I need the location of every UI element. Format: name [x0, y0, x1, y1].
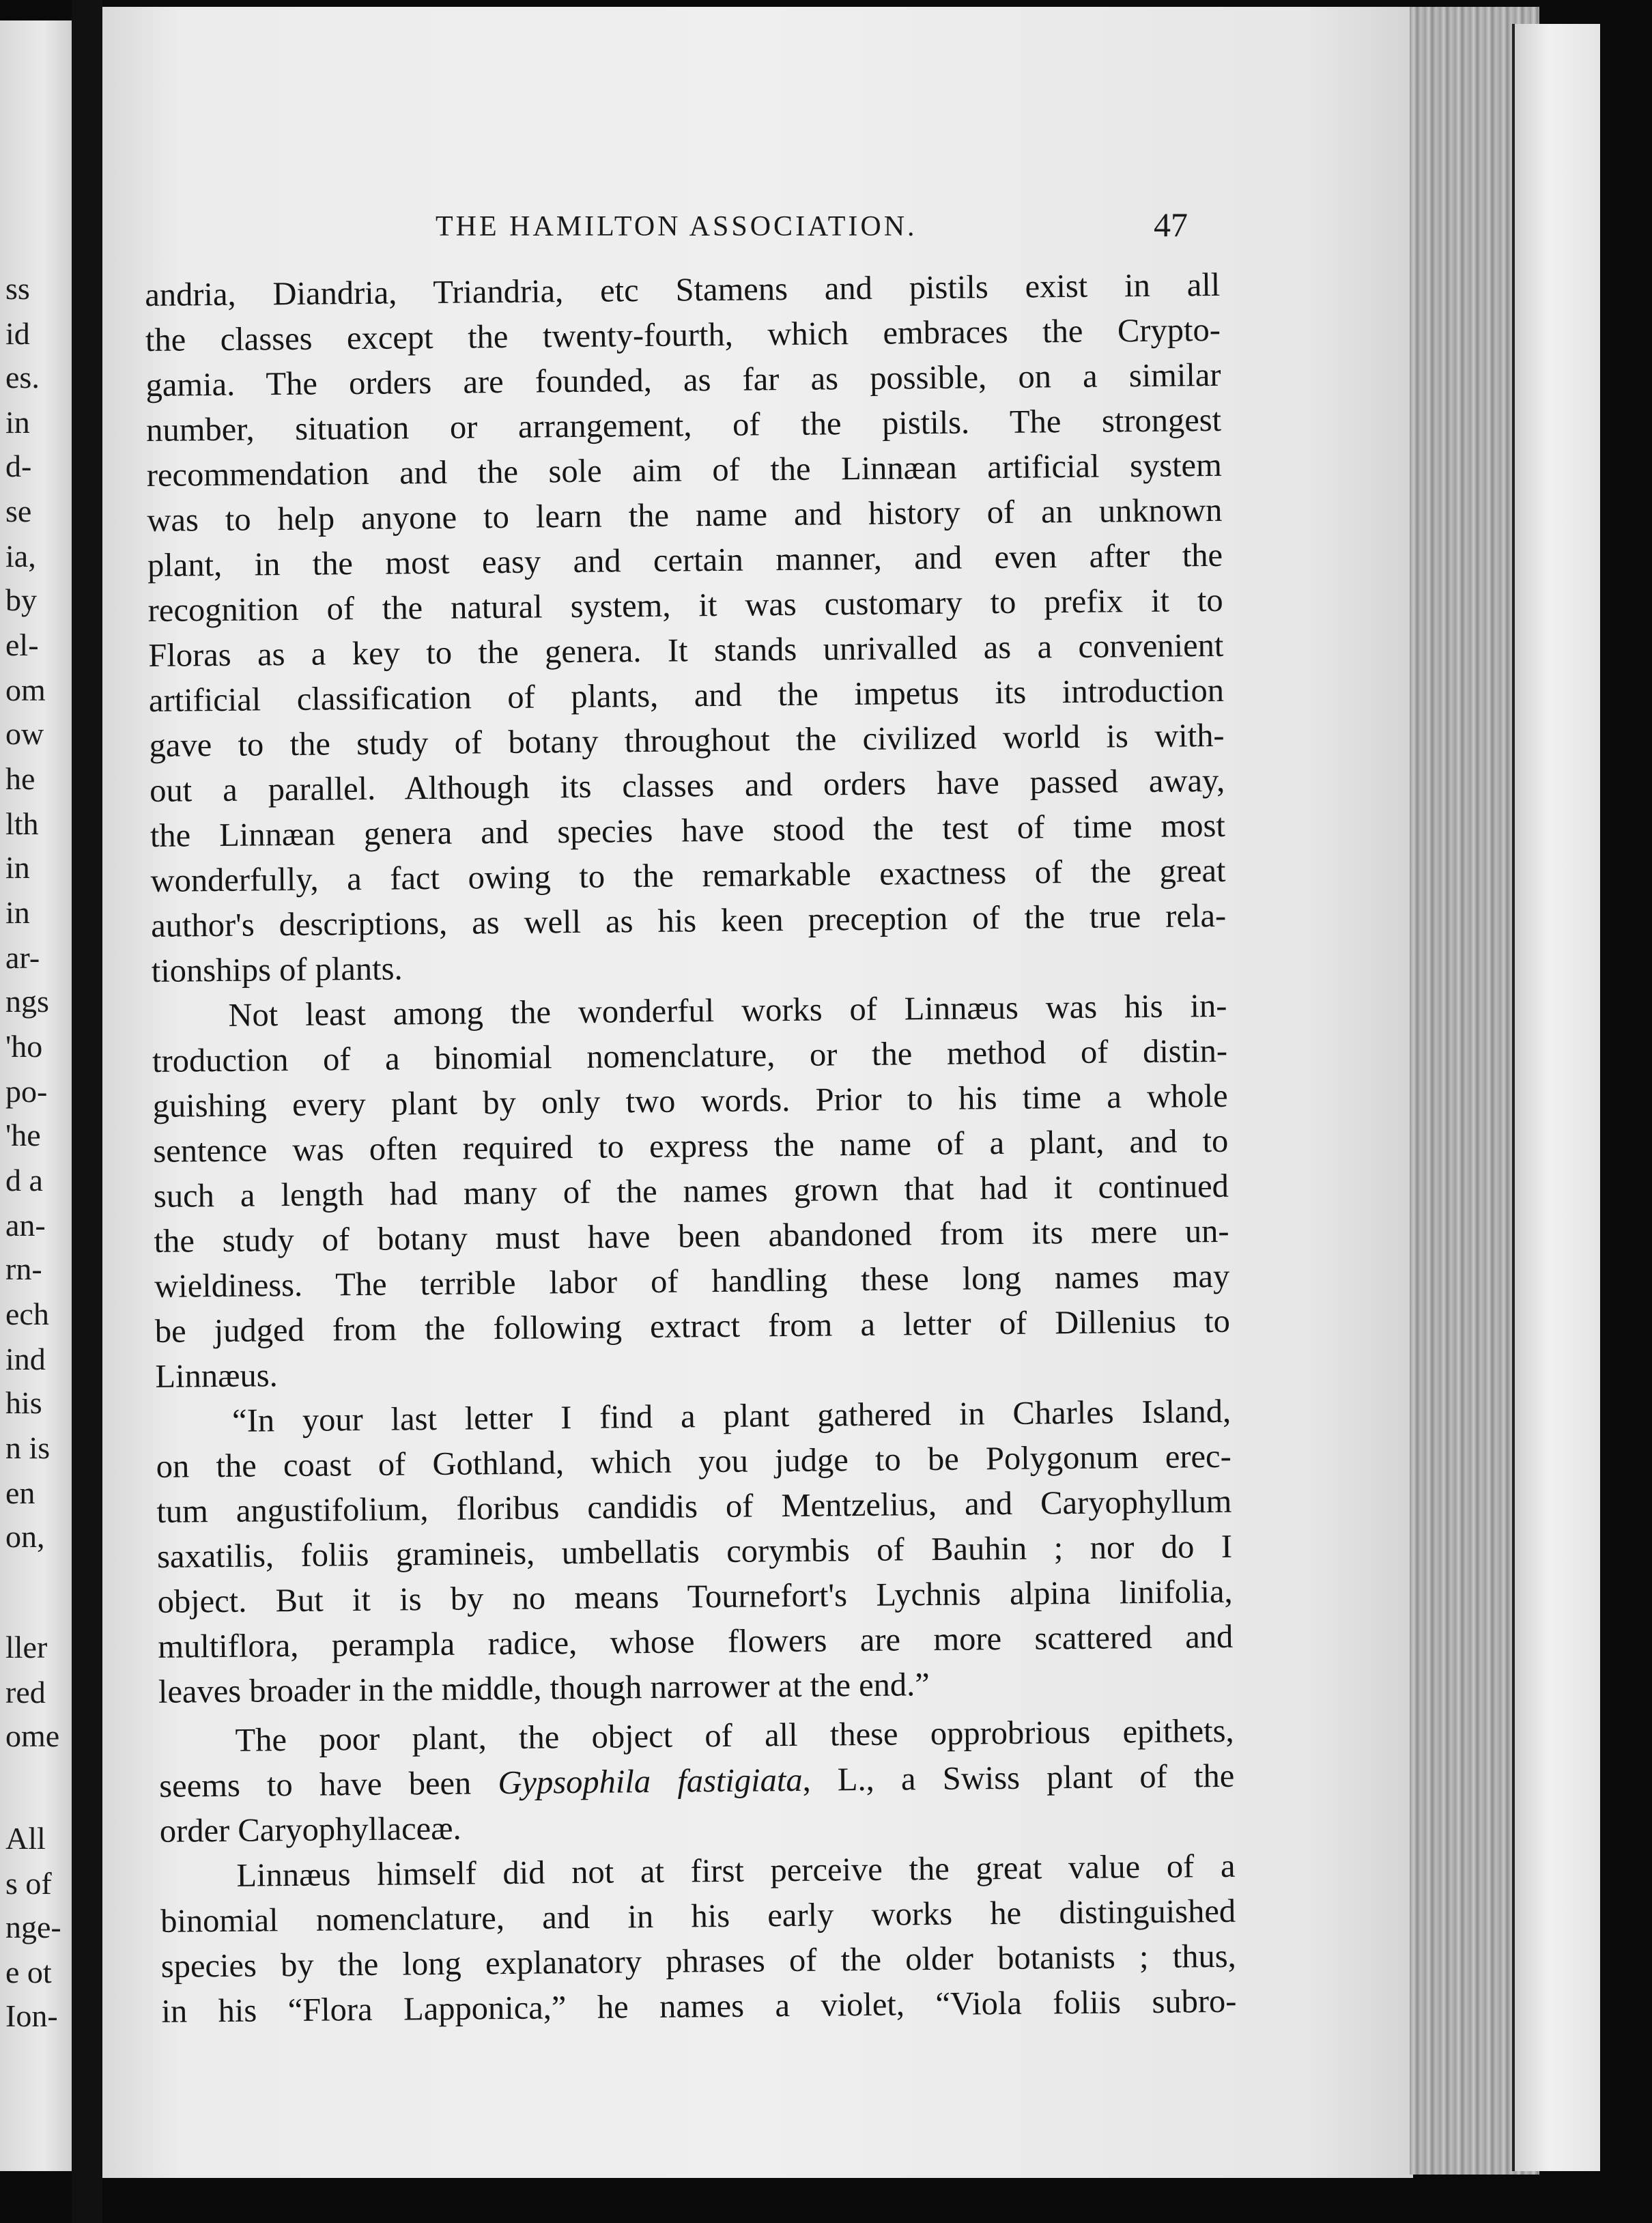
text-line: the study of botany must have been abandoned from its mere un-	[154, 1213, 1229, 1260]
text-line: troduction of a binomial nomenclature, or the method of distin-	[152, 1032, 1228, 1079]
paragraph-4	[158, 1709, 1235, 1854]
left-page-text-fragment: 'he	[5, 1118, 41, 1152]
text-line: tionships of plants.	[151, 950, 403, 989]
left-page-text-fragment: ia,	[5, 539, 36, 574]
text-line: the classes except the twenty-fourth, which embraces the Crypto-	[145, 311, 1221, 358]
paragraph-1	[145, 263, 1227, 994]
text-fragment: , L., a Swiss plant of the	[802, 1757, 1235, 1798]
left-page-text-fragment: e ot	[5, 1955, 52, 1990]
paragraph-2	[152, 984, 1231, 1400]
left-page-text-fragment: n is	[5, 1430, 51, 1465]
left-page-text-fragment: om	[5, 672, 46, 707]
left-page-text-fragment: el-	[5, 627, 39, 662]
left-page-text-fragment: his	[5, 1385, 42, 1420]
book-cover-edge	[1512, 24, 1600, 2171]
running-head: THE HAMILTON ASSOCIATION.	[436, 211, 917, 242]
left-page-text-fragment: ow	[5, 716, 44, 751]
text-line: number, situation or arrangement, of the pistils. The strongest	[145, 401, 1222, 449]
left-page-text-fragment: Ion-	[5, 1998, 58, 2033]
left-page-text-fragment: by	[5, 582, 37, 617]
left-page-text-fragment: red	[5, 1675, 46, 1710]
text-line: recommendation and the sole aim of the Linnæan artificial system	[146, 447, 1223, 494]
text-line: guishing every plant by only two words. Prior to his time a whole	[152, 1077, 1228, 1124]
text-line: Not least among the wonderful works of Linnæus was his in-	[228, 987, 1227, 1034]
text-line: leaves broader in the middle, though narrower at the end.”	[158, 1667, 930, 1710]
text-line: such a length had many of the names grown that had it continued	[153, 1167, 1229, 1215]
text-line: the Linnæan genera and species have stood the test of time most	[149, 807, 1226, 854]
text-line: binomial nomenclature, and in his early works he distinguished	[160, 1893, 1236, 1940]
text-line: saxatilis, foliis gramineis, umbellatis corymbis of Bauhin ; nor do I	[156, 1528, 1233, 1575]
text-line: order Caryophyllaceæ.	[159, 1810, 461, 1850]
left-page-text-fragment: s of	[5, 1866, 52, 1901]
left-page-text-fragment: se	[5, 494, 32, 528]
text-line: Floras as a key to the genera. It stands unrivalled as a convenient	[148, 627, 1224, 674]
paragraph-5	[160, 1844, 1236, 2035]
text-line: multiflora, perampla radice, whose flowers are more scattered and	[158, 1618, 1234, 1665]
left-page-text-fragment: ech	[5, 1297, 49, 1331]
book-gutter	[72, 0, 102, 2223]
left-page-text-fragment: d a	[5, 1163, 43, 1198]
left-page-text-fragment: en	[5, 1475, 35, 1510]
text-line: sentence was often required to express the name of a plant, and to	[153, 1122, 1229, 1170]
left-page-fragment	[0, 20, 72, 2171]
text-line: on the coast of Gothland, which you judge to be Polygonum erec-	[156, 1438, 1231, 1485]
left-page-text-fragment: in	[5, 895, 30, 930]
left-page-text-fragment: ller	[5, 1630, 48, 1665]
left-page-text-fragment: ngs	[5, 984, 49, 1019]
left-page-text-fragment: on,	[5, 1519, 45, 1554]
left-page-text-fragment: id	[5, 316, 30, 351]
text-line: plant, in the most easy and certain manner, and even after the	[147, 537, 1223, 584]
body-text	[145, 263, 1237, 2035]
text-line: out a parallel. Although its classes and orders have passed away,	[149, 762, 1225, 809]
left-page-text-fragment: he	[5, 761, 35, 796]
species-name: Gypsophila fastigiata	[498, 1761, 803, 1802]
text-line: was to help anyone to learn the name and history of an unknown	[147, 492, 1223, 539]
left-page-text-fragment: es.	[5, 360, 40, 395]
text-line: Linnæus himself did not at first perceive the great value of a	[236, 1847, 1236, 1894]
text-line: Linnæus.	[155, 1357, 278, 1395]
text-line: andria, Diandria, Triandria, etc Stamens and pistils exist in all	[145, 266, 1221, 313]
text-line: artificial classification of plants, and the impetus its introduction	[148, 672, 1225, 719]
left-page-text-fragment: po-	[5, 1074, 48, 1109]
left-page-text-fragment: in	[5, 405, 30, 440]
text-line: be judged from the following extract from a letter of Dillenius to	[154, 1303, 1231, 1350]
text-line: species by the long explanatory phrases of the older botanists ; thus,	[160, 1938, 1236, 1985]
left-page-text-fragment: an-	[5, 1208, 46, 1243]
left-page-text-fragment: ind	[5, 1342, 46, 1376]
text-line: in his “Flora Lapponica,” he names a violet, “Viola foliis subro-	[161, 1983, 1237, 2030]
quotation	[156, 1389, 1234, 1715]
text-fragment: seems to have been	[159, 1765, 498, 1804]
left-page-text-fragment: d-	[5, 449, 32, 483]
text-line: “In your last letter I find a plant gathered in Charles Island,	[231, 1393, 1231, 1439]
left-page-text-fragment: 'ho	[5, 1029, 43, 1064]
left-page-text-fragment: ss	[5, 271, 30, 306]
text-line: The poor plant, the object of all these opprobrious epithets,	[235, 1712, 1234, 1759]
left-page-text-fragment: in	[5, 850, 30, 885]
text-line: gave to the study of botany throughout the civilized world is with-	[149, 717, 1225, 764]
left-page-text-fragment: ome	[5, 1718, 60, 1753]
text-line: object. But it is by no means Tournefort's Lychnis alpina linifolia,	[157, 1573, 1233, 1620]
text-line: gamia. The orders are founded, as far as possible, on a similar	[145, 356, 1221, 403]
text-line: recognition of the natural system, it was customary to prefix it to	[147, 582, 1223, 629]
left-page-text-fragment: lth	[5, 806, 39, 841]
text-line: wonderfully, a fact owing to the remarkable exactness of the great	[150, 852, 1226, 899]
page-number: 47	[1154, 206, 1188, 244]
text-line: tum angustifolium, floribus candidis of Mentzelius, and Caryophyllum	[156, 1483, 1232, 1530]
text-line: wieldiness. The terrible labor of handling these long names may	[154, 1258, 1230, 1305]
left-page-text-fragment: ar-	[5, 940, 40, 975]
left-page-text-fragment: All	[5, 1821, 46, 1856]
left-page-text-fragment: rn-	[5, 1251, 42, 1286]
text-line: author's descriptions, as well as his keen preception of the true rela-	[150, 897, 1227, 944]
left-page-text-fragment: nge-	[5, 1910, 61, 1944]
